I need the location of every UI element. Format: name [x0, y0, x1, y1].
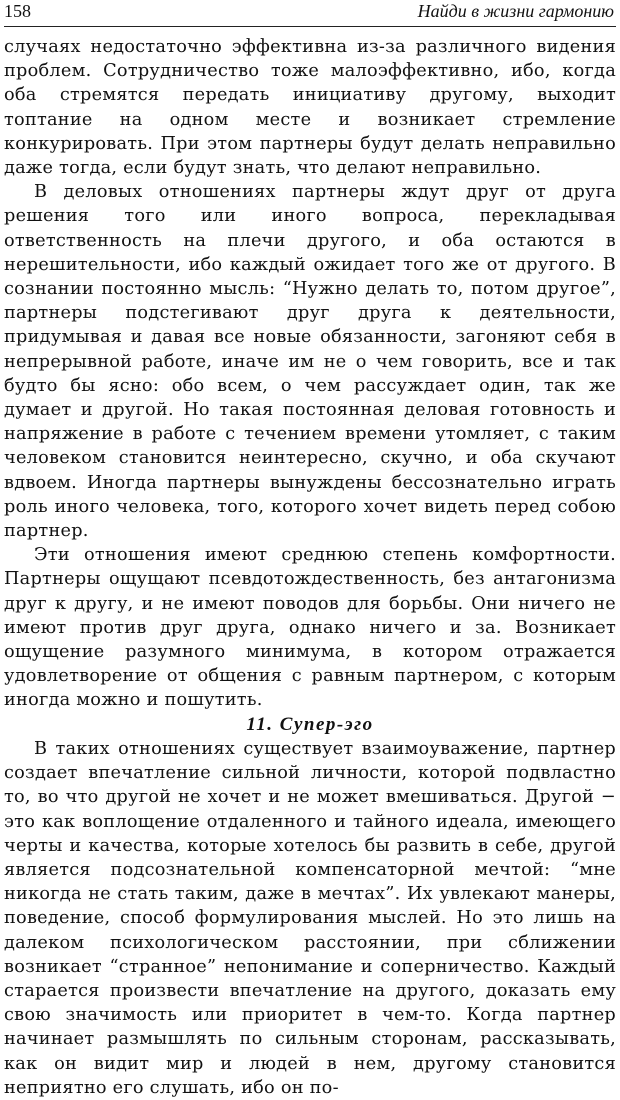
paragraph: Эти отношения имеют среднюю степень комфортности. Партнеры ощущают псевдотождественность, без антагонизма друг к другу, и не имеют поводов для борьбы. Они ничего не имеют против друг друга, однако ничего и за. Возникает ощущение разумного минимума, в котором отражается удовлетворение от общения с равным партнером, с которым иногда можно и пошутить. [4, 545, 616, 711]
page-header [4, 0, 616, 27]
section-heading: 11. Супер-эго [246, 713, 374, 735]
page-number: 158 [4, 1, 31, 21]
paragraph-continued: случаях недостаточно эффективна из-за различного видения проблем. Сотрудничество тоже малоэффективно, ибо, когда оба стремятся передать инициативу другому, выходит топтание на одном месте и возникает стремление конкурировать. При этом партнеры будут делать неправильно даже тогда, если будут знать, что делают неправильно. [4, 37, 616, 179]
paragraph: В деловых отношениях партнеры ждут друг от друга решения того или иного вопроса, перекладывая ответственность на плечи другого, и оба остаются в нерешительности, ибо каждый ожидает того же от другого. В сознании постоянно мысль: “Нужно делать то, потом другое”, партнеры подстегивают друг друга к деятельности, придумывая и давая все новые обязанности, загоняют себя в непрерывной работе, иначе им не о чем говорить, все и так будто бы ясно: обо всем, о чем рассуждает один, так же думает и другой. Но такая постоянная деловая готовность и напряжение в работе с течением времени утомляет, с таким человеком становится неинтересно, скучно, и оба скучают вдвоем. Иногда партнеры вынуждены бессознательно играть роль иного человека, того, которого хочет видеть перед собою партнер. [4, 182, 616, 542]
paragraph: В таких отношениях существует взаимоуважение, партнер создает впечатление сильной личности, которой подвластно то, во что другой не хочет и не может вмешиваться. Другой − это как воплощение отдаленного и тайного идеала, имеющего черты и качества, которые хотелось бы развить в себе, другой является подсознательной компенсаторной мечтой: “мне никогда не стать таким, даже в мечтах”. Их увлекают манеры, поведение, способ формулирования мыслей. Но это лишь на далеком психологическом расстоянии, при сближении возникает “странное” непонимание и соперничество. Каждый старается произвести впечатление на другого, доказать ему свою значимость или приоритет в чем-то. Когда партнер начинает размышлять по сильным сторонам, рассказывать, как он видит мир и людей в нем, другому становится неприятно его слушать, ибо он по- [4, 738, 616, 1098]
running-title: Найди в жизни гармонию [417, 1, 614, 21]
page-body [4, 35, 616, 1100]
